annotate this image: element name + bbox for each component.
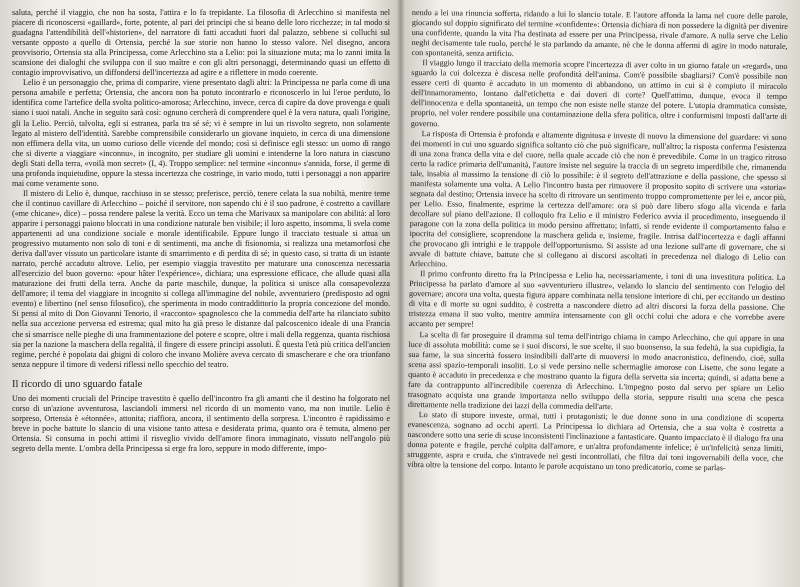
paragraph: Lo stato di stupore investe, ormai, tutti i protagonisti; le due donne sono in una condizione di scoperta evanescenza, sognano ad occhi aperti. La Principessa lo dichiara ad Ortensia, che a sua volta è costretta a nascondere sotto una serie di scuse inconsistenti l'inclinazione a fantasticare. Quanto impacciato è il dialogo fra una donna potente e fragile, perché colpita dall'amore, e un'altra profondamente infelice; è un'infelicità senza limiti, struggente, aspra e cruda, che s'intravede nei gesti incontrollati, che filtra dai toni ingovernabili della voce, che vibra oltre la tensione del corpo. Intanto le parole acquistano un tono predicatorio, come se parlas- <box>407 409 784 473</box>
book-gutter <box>397 0 405 587</box>
paragraph: Lelio è un personaggio che, prima di comparire, viene presentato dagli altri: la Principessa ne parla come di una persona amabile e perfetta; Ortensia, che ancora non ha potuto incontrarlo e riconoscerlo in lui l'eroe perduto, lo identifica come l'artefice della svolta politico-amorosa; Arlecchino, invece, cerca di capire da dove provenga e quali siano i suoi natali. Anche in seguito sarà così: ognuno cercherà di comprendere quel è la vera natura, quali l'origine, gli la Lelio. Perciò, talvolta, egli si estranea, parla tra sé sé; vi è sempre in lui un risvolto segreto, non solamente legato al mistero dell'identità. Sarebbe comprensibile considerarlo un giovane inquieto, in cerca di una dimensione non effimera della vita, un uomo curioso delle vicende del mondo; così si definisce egli stesso: un uomo di rango che si diverte a viaggiare «inconnu», in incognito, per studiare gli uomini e intenderne la loro natura in ciascuno degli Stati della terra, «voilà mon secret» (I, 4). Troppo semplice: nel termine «inconnu» s'annida, forse, il germe di una profonda inquietudine, oppure la stessa incertezza che costringe, in vario modo, tutti i personaggi a non apparire mai come veramente sono. <box>12 78 390 188</box>
paragraph: La scelta di far proseguire il dramma sul tema dell'intrigo chiama in campo Arlecchino, che qui appare in una luce di assoluta mobilità: come se i suoi discorsi, le sue scelte, il suo buonsenso, la sua fedeltà, la sua cupidigia, la sua fame, la sua sincerità fossero insindibili dall'arte di muoversi in modo anacronistico, definendo, cioè, sulla scena assi spazio-temporali insoliti. Lo si vede persino nelle schermaglie amorose con Lisette, che sono legate a quanto è accaduto in precedenza e che mostrano quanto la figura della servetta sia incerta; quindi, si adatta bene a fare da contrappunto all'incredibile coerenza di Arlecchino. L'impegno posto dal servo per spiare un Lelio trasognato acquista una grande importanza nello sviluppo della storia, seppure risulti una scena che pesca direttamente nella tradizione dei lazzi della commedia dell'arte. <box>407 329 785 411</box>
paragraph: Il viaggio lungo il tracciato della memoria scopre l'incertezza di aver colto in un giorno fatale un «regard», uno sguardo la cui dolcezza è discesa nelle profondità dell'anima. Com'è possibile sbagliarsi? Com'è possibile non essere certi di quanto è accaduto in un momento di abbandono, un attimo in cui si è compiuto il miracolo dell'innamoramento, lontano dall'etichetta e dai doveri di corte? Quell'attimo, dunque, evoca il tempo dell'innocenza e della spontaneità, un tempo che non esiste nelle stanze del potere. L'utopia drammatica consiste, proprio, nel voler rendere possibile una contaminazione della sfera politica, oltre i conformismi imposti dall'arte di governo. <box>410 58 788 128</box>
left-page <box>12 8 390 583</box>
paragraph: Uno dei momenti cruciali del Principe travestito è quello dell'incontro fra gli amanti che il destino ha folgorato nel corso di un'azione avventurosa, lasciandoli immersi nel ricordo di un momento vano, ma non inutile. Lelio è sorpreso, Ortensia è «étonnée», attonita; riaffiora, ancora, il sentimento della sorpresa. L'incontro è rapidissimo e breve in poche battute lo slancio di una visione tanto attesa e desiderata prima, quanto ora è temuta, almeno per Ortensia. Si consuma in pochi attimi il risveglio vivido dell'amore finora immaginato, vissuto nell'angolo più segreto della mente. L'ombra della Principessa si erge fra loro, seppure in modo differente, impo- <box>12 393 390 453</box>
right-page <box>406 8 788 587</box>
paragraph: La risposta di Ortensia è profonda e altamente dignitosa e investe di nuovo la dimensione del guardare: vi sono dei momenti in cui uno sguardo significa soltanto ciò che può significare, null'altro; la risposta conferma l'esistenza di una zona franca della vita e del cuore, nella quale accade ciò che non è prevedibile. Come in un tragico ritroso certo la radice primaria dell'umanità, l'autore insiste nel seguire la traccia di un segreto imperdibile che, rimanendo tale, insabia al massimo la tensione di ciò lo possibile: è il segreto dell'attrazione e della passione, che spesso si manifesta solamente una volta. A Lelio l'incontro basta per rimuovere il proposito sopito di scrivere una «storia» segnata dal destino; Ortensia invece ha scelto di ritrovare un sentimento troppo compromettente per lei e, ancor più, per Lelio. Esso, finalmente, esprime la certezza dell'amore: ora si può dare libero sfogo alla vicenda e farla decollare sul piano dell'azione. Il colloquio fra Lelio e il ministro Federico avvia il procedimento, inseguendo il paragone con la zona della politica in modo persino affrettato; infatti, si rende evidente il comportamento falso e ipocrita del consigliere, scoprendone la maschera gelida e, insieme, fragile. Intrisa dall'incertezza e dagli affanni che provocano gli intrighi e le trappole dell'opportunismo. Si assiste ad una lezione sull'arte di governare, che si avvale di battute chiave, battute che si collegano ai discorsi ascoltati in precedenza nel dialogo di Lelio con Arlecchino. <box>409 128 787 269</box>
paragraph: Il mistero di Lelio è, dunque, racchiuso in se stesso; preferisce, perciò, tenere celata la sua nobiltà, mentre teme che il continuo cavillare di Arlecchino – poiché il servitore, non sapendo chi è il suo padrone, è costretto a cavillare («me chicane», dice) – possa rendere palese la verità. Ecco un tema che Marivaux sa manipolare con abilità: al loro apparire i personaggi paiono bloccati in una condizione naturale ben visibile; il loro aspetto, insomma, li svela come appartenenti ad una condizione sociale e morale identificabile. Eppure lungo il tracciato testuale si attua un progressivo mutamento non solo di toni e di sentimenti, ma anche di fisionomia, si realizza una metamorfosi che deriva dall'aver vissuto un particolare istante di smarrimento e di perdita di sé; in questo caso, si tratta di un istante narrato, perché accaduto altrove. Lelio, per esempio viaggia travestito per maturare una conoscenza necessaria all'esercizio del buon governo: «pour hâter l'expérience», dichiara; una espressione efficace, che allude quasi alla maturazione dei frutti della terra. Anche da parte maschile, dunque, la politica si unisce alla consapevolezza dell'amore; il tema del viaggiare in incognito si collega all'immagine del nobile, avventuriero (predisposto ad ogni evento) e libertino (nel senso filosofico), che sperimenta in modo contraddittorio la propria concezione del mondo. Si pensi al mito di Don Giovanni Tenorio, il «racconto» spagnolesco che la commedia dell'arte ha rilanciato subito nella sua accezione perversa ed estrema; qual mito ha già preso le distanze dal palcoscenico ideale di una Francia che si smarrisce nelle pieghe di una frammentazione del potere e scopre, oltre i mali della reggenza, quanta rischiosa sia per la nazione la maschera della regalità, il fingere di essere principi assoluti. È questa l'età più critica dell'ancien regime, perché è popolata dai ghigni di coloro che invano Molière aveva cercato di smascherare e che ora trionfano senza neppure il timore di vedersi riflessi nello specchio del teatro. <box>12 188 390 369</box>
paragraph: Il primo confronto diretto fra la Principessa e Lelio ha, necessariamente, i toni di una investitura politica. La Principessa ha parlato d'amore al suo «avventuriero illustre», velando lo slancio del sentimento con l'elogio del governare; ancora una volta, questa figura appare combinata nella tensione interiore di chi, per eccitando un destino di vita e di morte su ogni suddito, è costretta a nascondere dietro ad altri discorsi la forza della passione. Che tristezza emana il suo volto, mentre ammira intensamente con gli occhi colui che adora e che vorrebbe avere accanto per sempre! <box>408 269 786 330</box>
section-title: Il ricordo di uno sguardo fatale <box>12 378 143 390</box>
paragraph: nendo a lei una rinuncia sofferta, ridando a lui lo slancio totale. E l'autore affonda la lama nel cuore delle parole, giocando sul doppio significato del termine «confidente»: Ortensia dichiara di non possedere la dignità per divenire una confidente, quando la vita l'ha destinata ad essere per una Principessa, rivale d'amore. A nulla serve che Lelio neghi decisamente tale ruolo, perché le sta parlando da amante, nè che le donna affermi di agire in modo naturale, con spontaneità, senza artificio. <box>411 8 788 59</box>
paragraph: saluta, perché il viaggio, che non ha sosta, l'attira e lo fa trepidante. La filosofia di Arlecchino si manifesta nel piacere di riconoscersi «gaillard», forte, potente, al pari dei principi che si beano delle loro ricchezze; in tal modo si guadagna l'attendibilità dell'«historien», del narratore di fatti accaduti fuori dal palazzo, sebbene si colluchi sul versante opposto a quello di Ortensia, perché la sue storie non hanno lo stesso valore. Nel disegno, ancora provvisorio, Ortensia sta alla Principessa, come Arlecchino sta a Lelio: poi la situazione muta; ma lo zanni imita la scansione dei dialoghi che sviluppa con il suo maître e con gli altri personaggi, determinando quasi un effetto di contagio improvvisativo, un diffondersi dell'incertezza ad agire e a riflettere in modo coerente. <box>12 8 390 78</box>
